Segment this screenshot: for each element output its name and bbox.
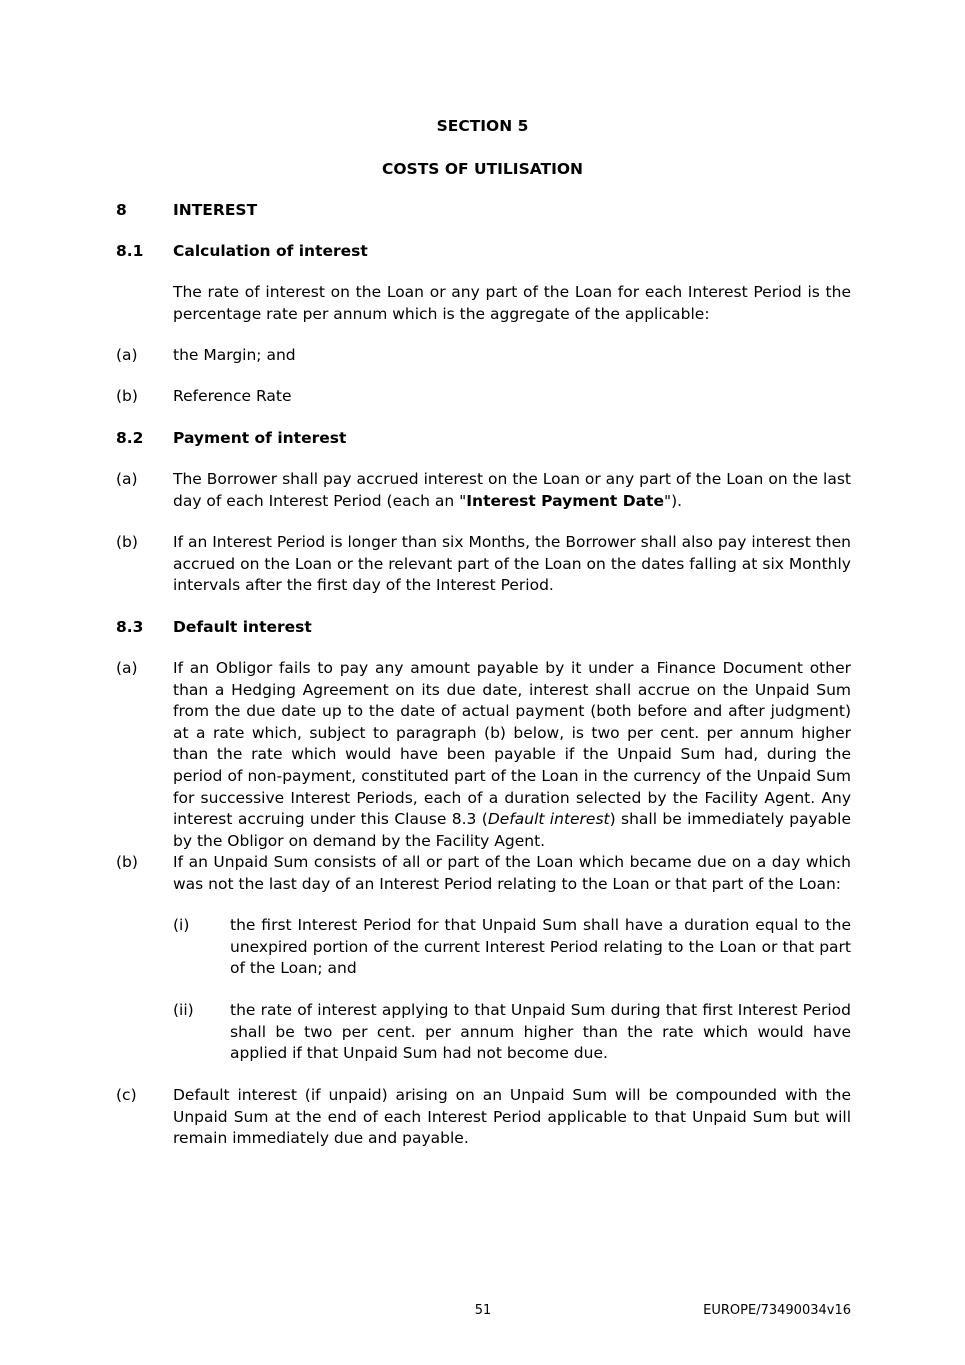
paragraph: Reference Rate <box>173 387 292 405</box>
document-reference: EUROPE/73490034v16 <box>703 1303 851 1318</box>
clause-title: Payment of interest <box>173 429 347 447</box>
paragraph-label: (a) <box>116 346 138 364</box>
subparagraph-label: (i) <box>173 916 190 934</box>
clause-reference: Default interest <box>487 810 610 829</box>
paragraph-label: (b) <box>116 853 138 871</box>
paragraph: the Margin; and <box>173 346 296 364</box>
clause-number: 8.3 <box>116 618 144 636</box>
section-label: SECTION 5 <box>436 117 529 135</box>
clause-number: 8.2 <box>116 429 144 447</box>
paragraph: The rate of interest on the Loan or any part of the Loan for each Interest Period is the percentage rate per annum which is the aggregate of the applicable: <box>173 283 851 323</box>
paragraph-label: (a) <box>116 659 138 677</box>
clause-title: Default interest <box>173 618 312 636</box>
defined-term: Interest Payment Date <box>466 491 664 510</box>
paragraph: The Borrower shall pay accrued interest on the Loan or any part of the Loan on the last day of each Interest Period (each an "Interest Payment Date"). <box>173 470 851 510</box>
paragraph: If an Unpaid Sum consists of all or part of the Loan which became due on a day which was not the last day of an Interest Period relating to the Loan or that part of the Loan: <box>173 853 851 893</box>
clause-number: 8.1 <box>116 242 144 260</box>
clause-title: Calculation of interest <box>173 242 368 260</box>
subparagraph: the rate of interest applying to that Unpaid Sum during that first Interest Period shall be two per cent. per annum higher than the rate which would have applied if that Unpaid Sum had not become due. <box>230 1001 851 1063</box>
clause-title: INTEREST <box>173 201 258 219</box>
paragraph-label: (b) <box>116 387 138 405</box>
paragraph-label: (c) <box>116 1086 137 1104</box>
part-heading: COSTS OF UTILISATION <box>381 160 584 178</box>
paragraph: If an Interest Period is longer than six Months, the Borrower shall also pay interest then accrued on the Loan or the relevant part of the Loan on the dates falling at six Monthly intervals after the first day of the Interest Period. <box>173 533 851 595</box>
subparagraph: the first Interest Period for that Unpaid Sum shall have a duration equal to the unexpired portion of the current Interest Period relating to the Loan or that part of the Loan; and <box>230 916 851 978</box>
paragraph: If an Obligor fails to pay any amount payable by it under a Finance Document other than a Hedging Agreement on its due date, interest shall accrue on the Unpaid Sum from the due date up to the date of actual payment (both before and after judgment) at a rate which, subject to paragraph (b) below, is two per cent. per annum higher than the rate which would have been payable if the Unpaid Sum had, during the period of non-payment, constituted part of the Loan in the currency of the Unpaid Sum for successive Interest Periods, each of a duration selected by the Facility Agent. Any interest accruing under this Clause 8.3 (Default interest) shall be immediately payable by the Obligor on demand by the Facility Agent. <box>173 659 851 850</box>
subparagraph-label: (ii) <box>173 1001 194 1019</box>
paragraph: Default interest (if unpaid) arising on an Unpaid Sum will be compounded with the Unpaid Sum at the end of each Interest Period applicable to that Unpaid Sum but will remain immediately due and payable. <box>173 1086 851 1148</box>
page-number: 51 <box>474 1303 492 1318</box>
clause-number: 8 <box>116 201 127 219</box>
paragraph-label: (a) <box>116 470 138 488</box>
paragraph-label: (b) <box>116 533 138 551</box>
